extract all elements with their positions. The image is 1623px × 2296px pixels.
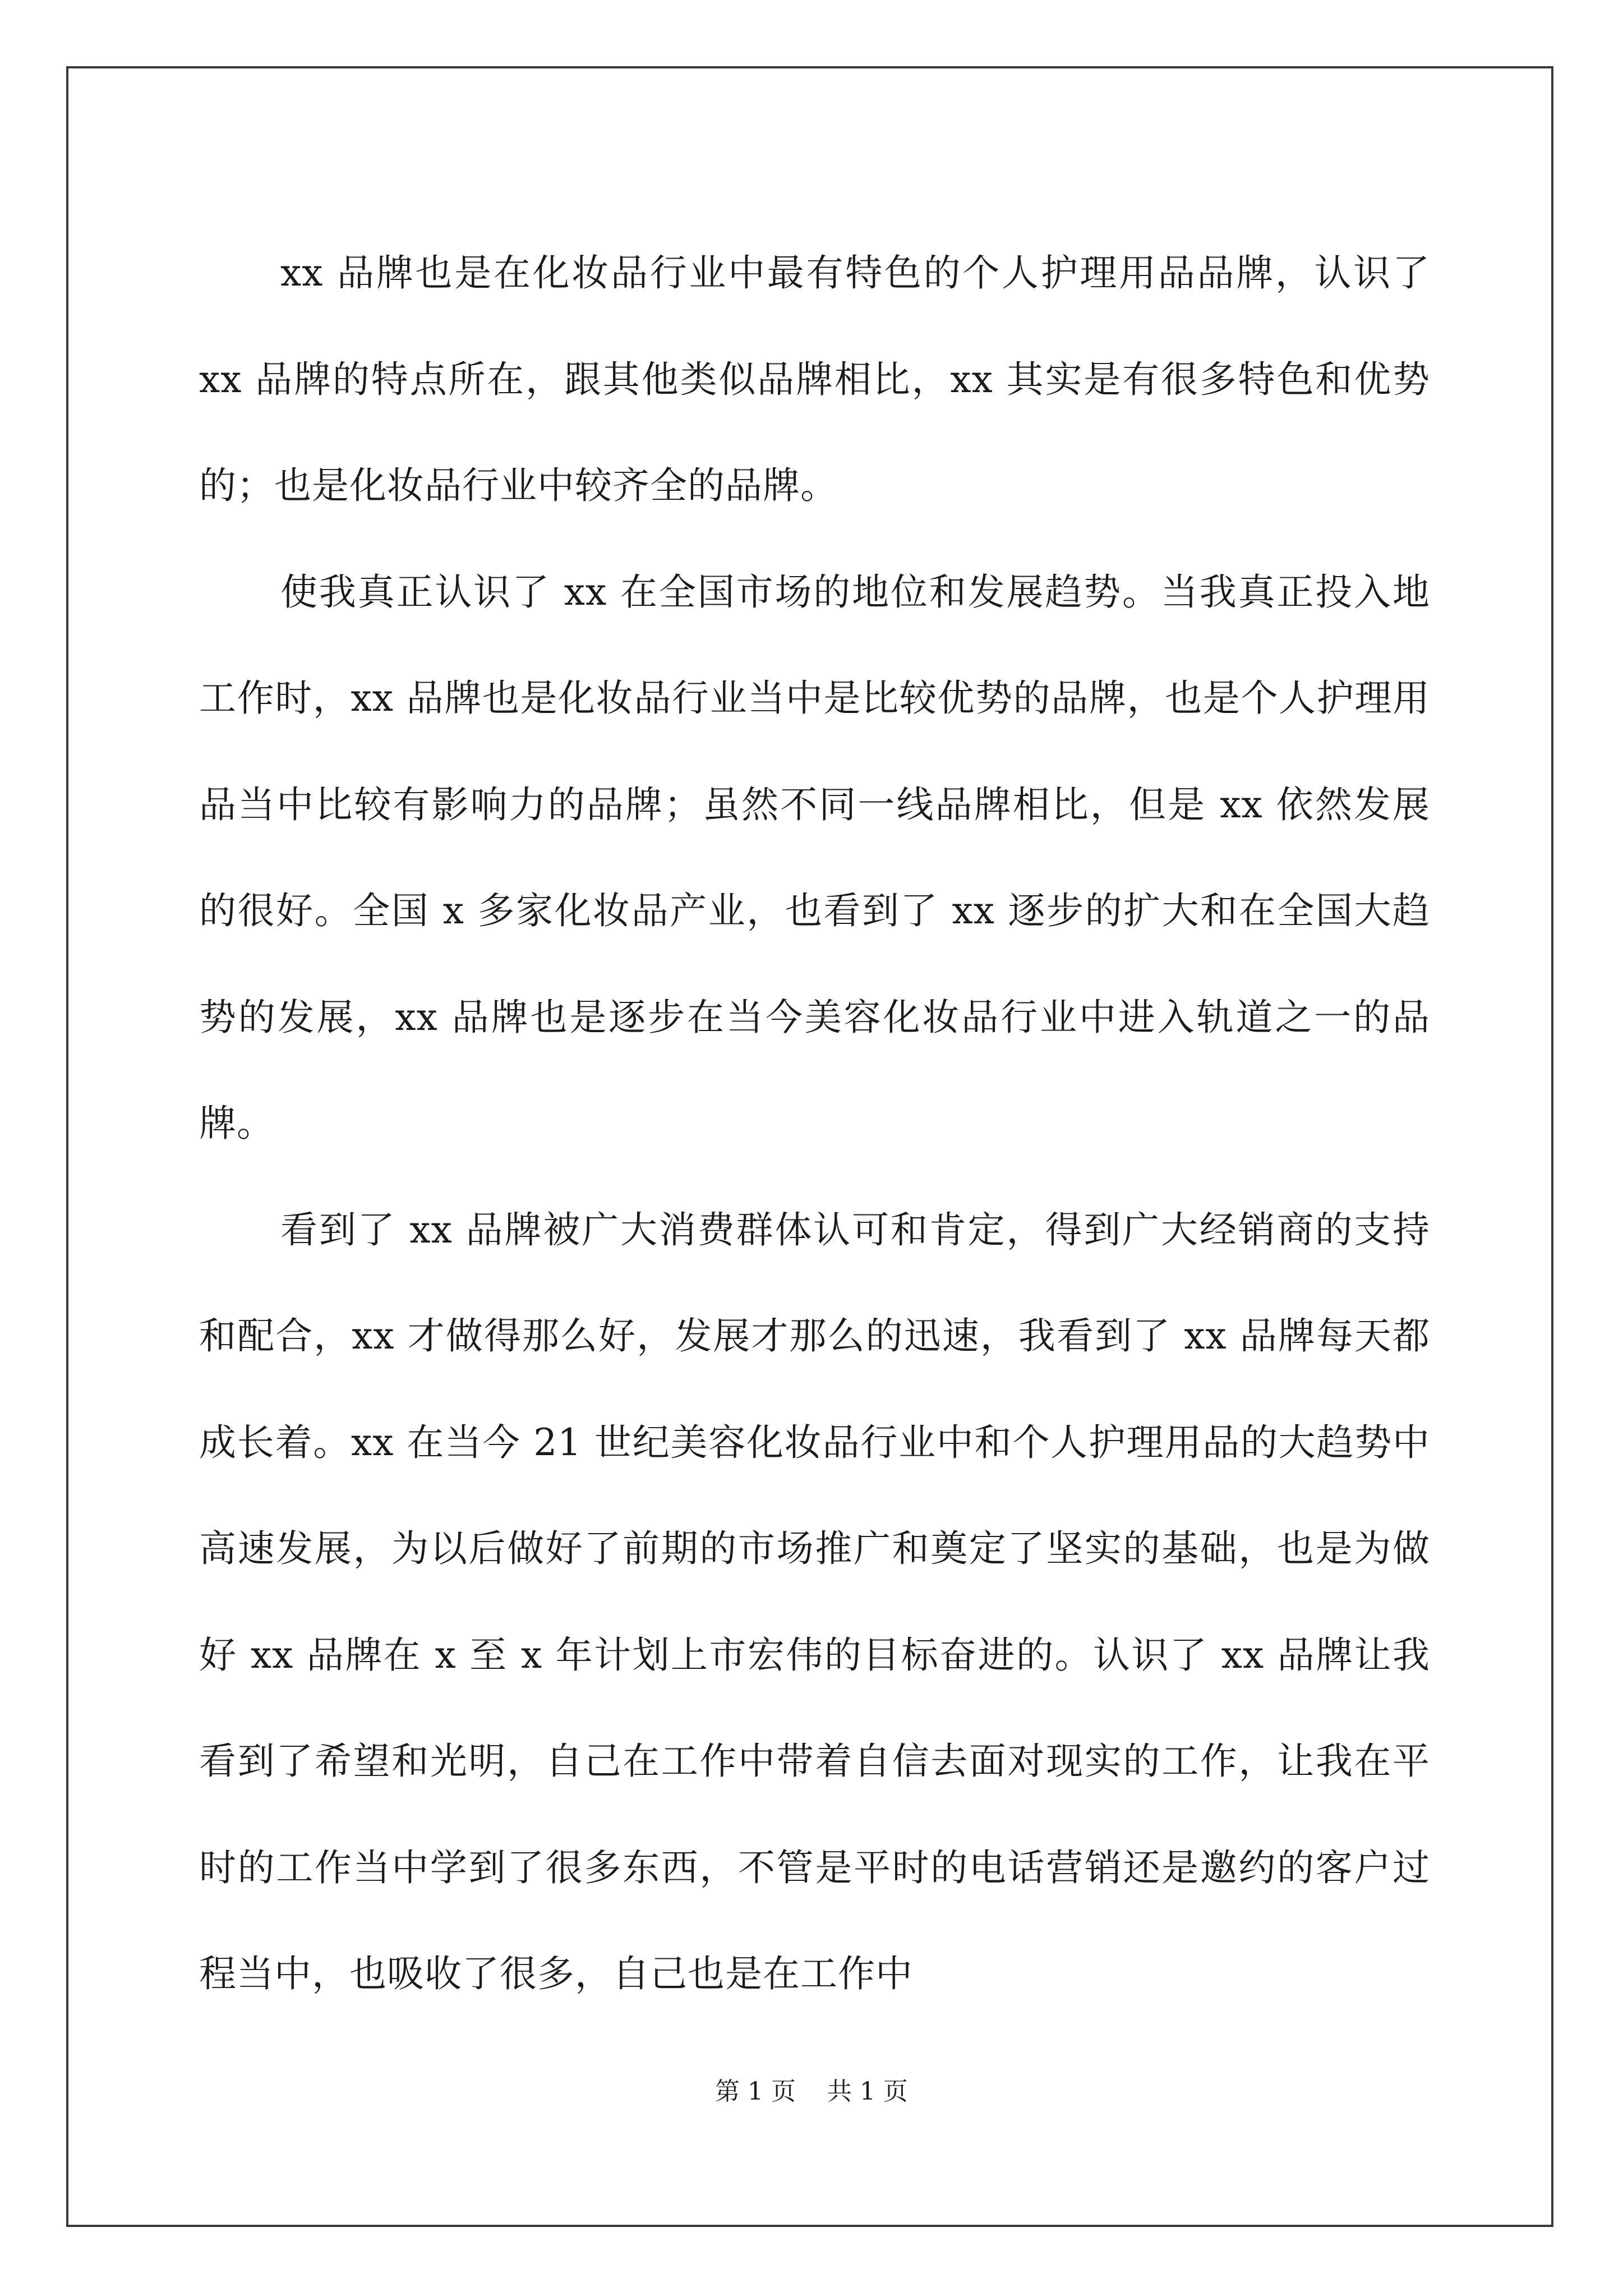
paragraph-3: 看到了 xx 品牌被广大消费群体认可和肯定，得到广大经销商的支持和配合，xx 才做得那么好，发展才那么的迅速，我看到了 xx 品牌每天都成长着。xx 在当今 21 世纪美容化妆品行业中和个人护理用品的大趋势中高速发展，为以后做好了前期的市场推广和奠定了坚实的基础，也是为做好 xx 品牌在 x 至 x 年计划上市宏伟的目标奋进的。认识了 xx 品牌让我看到了希望和光明，自己在工作中带着自信去面对现实的工作，让我在平时的工作当中学到了很多东西，不管是平时的电话营销还是邀约的客户过程当中，也吸收了很多，自己也是在工作中 xyxy=(199,1208,1430,1995)
page-number-footer: 第 1 页 共 1 页 xyxy=(715,2077,908,2106)
document-body xyxy=(199,220,1430,2027)
paragraph-1: xx 品牌也是在化妆品行业中最有特色的个人护理用品品牌，认识了 xx 品牌的特点所在，跟其他类似品牌相比，xx 其实是有很多特色和优势的；也是化妆品行业中较齐全的品牌。 xyxy=(199,251,1430,507)
paragraph-2: 使我真正认识了 xx 在全国市场的地位和发展趋势。当我真正投入地工作时，xx 品牌也是化妆品行业当中是比较优势的品牌，也是个人护理用品当中比较有影响力的品牌；虽然不同一线品牌相比，但是 xx 依然发展的很好。全国 x 多家化妆品产业，也看到了 xx 逐步的扩大和在全国大趋势的发展，xx 品牌也是逐步在当今美容化妆品行业中进入轨道之一的品牌。 xyxy=(199,570,1430,1145)
